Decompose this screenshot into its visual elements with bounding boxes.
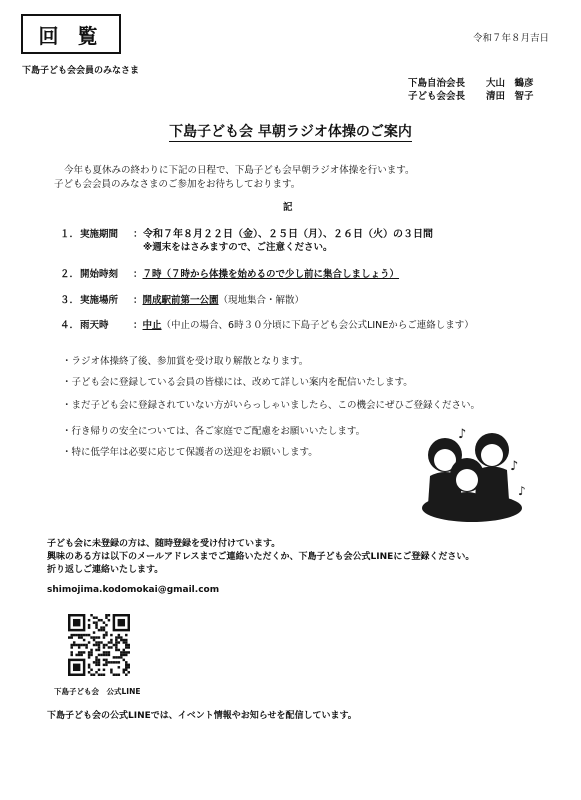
contact-email[interactable]: shimojima.kodomokai@gmail.com	[47, 585, 220, 595]
sender-role-2: 子ども会会長	[408, 91, 466, 102]
detail-number-2: ２．	[60, 269, 80, 280]
registration-line-3: 折り返しご連絡いたします。	[47, 565, 164, 575]
sender-name-2: 清田 智子	[486, 91, 534, 102]
detail-label-2: 開始時刻	[80, 269, 119, 280]
bullet-item: ・ まだ子ども会に登録されていない方がいらっしゃいましたら、この機会にぜひご登録ください。	[62, 397, 480, 411]
detail-number-1: １．	[60, 229, 80, 240]
detail-value-3: ：開成駅前第一公園（現地集合・解散）	[133, 295, 305, 306]
detail-number-3: ３．	[60, 295, 80, 306]
sender-name-1: 大山 鶴彦	[486, 78, 534, 89]
registration-line-2: 興味のある方は以下のメールアドレスまでご連絡いただくか、下島子ども会公式LINEにご登録ください。	[47, 552, 475, 562]
children-illustration	[410, 420, 540, 525]
detail-label-3: 実施場所	[80, 295, 119, 306]
svg-text:♪: ♪	[510, 459, 519, 474]
bullet-item: ・ ラジオ体操終了後、参加賞を受け取り解散となります。	[62, 353, 308, 367]
footer-note: 下島子ども会の公式LINEでは、イベント情報やお知らせを配信しています。	[47, 711, 357, 721]
detail-value-2: ：７時（７時から体操を始めるので少し前に集合しましょう）	[133, 269, 400, 280]
registration-line-1: 子ども会に未登録の方は、随時登録を受け付けています。	[47, 539, 281, 549]
detail-label-4: 雨天時	[80, 320, 109, 331]
addressee: 下島子ども会会員のみなさま	[22, 66, 140, 76]
detail-value-1: ：令和７年８月２２日（金）、２５日（月）、２６日（火）の３日間	[133, 229, 433, 240]
svg-text:♪: ♪	[518, 484, 526, 498]
detail-label-1: 実施期間	[80, 229, 119, 240]
intro-line-1: 今年も夏休みの終わりに下記の日程で、下島子ども会早朝ラジオ体操を行います。	[64, 165, 415, 176]
issue-date: 令和７年８月吉日	[472, 33, 549, 44]
detail-value-4: ：中止（中止の場合、6時３０分頃に下島子ども会公式LINEからご連絡します）	[133, 320, 474, 331]
detail-note-1: ※週末をはさみますので、ご注意ください。	[143, 242, 333, 253]
intro-line-2: 子ども会会員のみなさまのご参加をお待ちしております。	[54, 179, 301, 190]
detail-number-4: ４．	[60, 320, 80, 331]
qr-code[interactable]	[68, 614, 130, 676]
qr-code-label: 下島子ども会 公式LINE	[54, 687, 141, 696]
circulation-stamp: 回 覧	[21, 14, 121, 54]
bullet-item: ・ 子ども会に登録している会員の皆様には、改めて詳しい案内を配信いたします。	[62, 374, 413, 388]
sender-role-1: 下島自治会長	[408, 78, 466, 89]
bullet-item: ・ 特に低学年は必要に応じて保護者の送迎をお願いします。	[62, 444, 318, 458]
svg-text:♪: ♪	[458, 427, 467, 442]
ki-marker: 記	[283, 202, 293, 213]
document-title: 下島子ども会 早朝ラジオ体操のご案内	[169, 124, 412, 140]
bullet-item: ・ 行き帰りの安全については、各ご家庭でご配慮をお願いいたします。	[62, 423, 365, 437]
